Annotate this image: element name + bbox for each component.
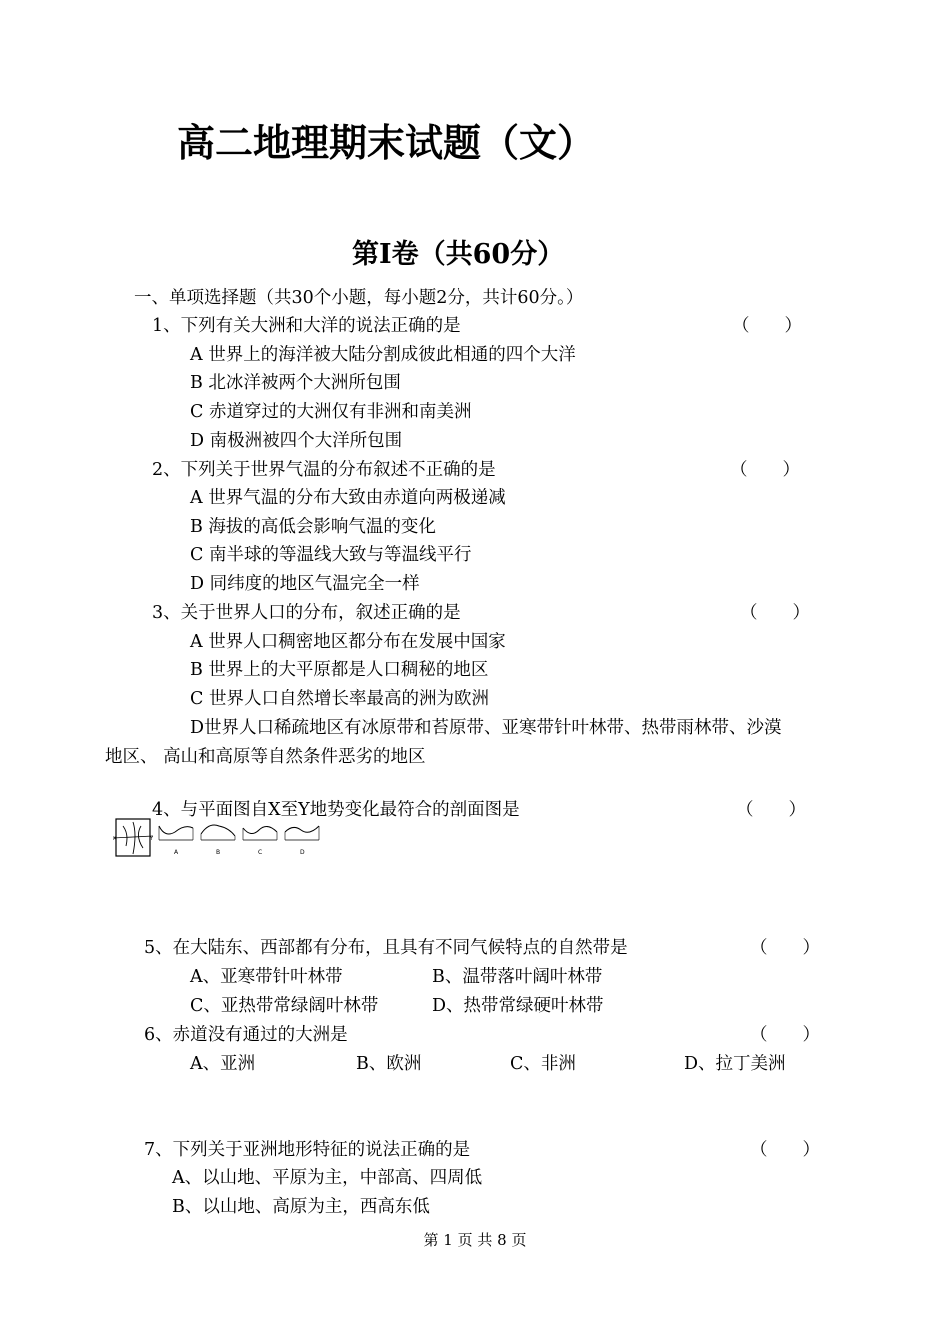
question-3-option-b: B 世界上的大平原都是人口稠秘的地区 xyxy=(190,660,489,680)
profile-b-label: B xyxy=(216,849,221,856)
question-6-option-d: D、拉丁美洲 xyxy=(684,1054,786,1074)
question-6-option-b: B、欧洲 xyxy=(356,1054,422,1074)
question-3-option-d: D世界人口稀疏地区有冰原带和苔原带、亚寒带针叶林带、热带雨林带、沙漠 xyxy=(190,718,782,738)
profile-b xyxy=(201,825,235,840)
profile-c xyxy=(243,826,277,840)
question-7-stem: 7、下列关于亚洲地形特征的说法正确的是 xyxy=(144,1140,471,1160)
question-6-option-c: C、非洲 xyxy=(510,1054,576,1074)
question-5-option-c: C、亚热带常绿阔叶林带 xyxy=(190,996,379,1016)
question-1-option-b: B 北冰洋被两个大洲所包围 xyxy=(190,373,401,393)
question-2-option-d: D 同纬度的地区气温完全一样 xyxy=(190,574,420,594)
question-7-answer-blank: （ ） xyxy=(750,1140,820,1160)
question-6-answer-blank: （ ） xyxy=(750,1025,820,1045)
plan-map xyxy=(113,819,154,856)
question-5-option-d: D、热带常绿硬叶林带 xyxy=(432,996,604,1016)
question-2-answer-blank: （ ） xyxy=(730,460,800,480)
question-1-option-d: D 南极洲被四个大洋所包围 xyxy=(190,431,403,451)
profile-d xyxy=(285,826,319,840)
question-1-stem: 1、下列有关大洲和大洋的说法正确的是 xyxy=(152,316,461,336)
question-6-option-a: A、亚洲 xyxy=(190,1054,256,1074)
question-1-answer-blank: （ ） xyxy=(732,316,802,336)
question-3-stem: 3、关于世界人口的分布，叙述正确的是 xyxy=(152,603,461,623)
profile-a xyxy=(159,826,193,840)
page-footer: 第 1 页 共 8 页 xyxy=(423,1231,527,1249)
question-1-option-a: A 世界上的海洋被大陆分割成彼此相通的四个大洋 xyxy=(190,345,576,365)
question-7-option-b: B、以山地、高原为主，西高东低 xyxy=(172,1197,430,1217)
question-2-option-c: C 南半球的等温线大致与等温线平行 xyxy=(190,545,472,565)
question-4-diagram xyxy=(113,816,333,862)
section-heading: 第Ⅰ卷（共60分） xyxy=(352,239,565,270)
instructions: 一、单项选择题（共30个小题，每小题2分，共计60分。） xyxy=(134,288,584,308)
question-1-option-c: C 赤道穿过的大洲仅有非洲和南美洲 xyxy=(190,402,472,422)
question-4-stem: 4、与平面图自X至Y地势变化最符合的剖面图是 xyxy=(152,800,520,820)
question-7-option-a: A、以山地、平原为主，中部高、四周低 xyxy=(172,1168,483,1188)
svg-text:X: X xyxy=(113,836,117,842)
profile-a-label: A xyxy=(174,849,179,856)
question-2-stem: 2、下列关于世界气温的分布叙述不正确的是 xyxy=(152,460,496,480)
question-6-stem: 6、赤道没有通过的大洲是 xyxy=(144,1025,348,1045)
question-5-option-b: B、温带落叶阔叶林带 xyxy=(432,967,603,987)
profile-d-label: D xyxy=(300,849,305,856)
question-4-answer-blank: （ ） xyxy=(736,800,806,820)
question-3-option-c: C 世界人口自然增长率最高的洲为欧洲 xyxy=(190,689,489,709)
page-title: 高二地理期末试题（文） xyxy=(177,121,596,165)
question-2-option-b: B 海拔的高低会影响气温的变化 xyxy=(190,517,436,537)
question-5-option-a: A、亚寒带针叶林带 xyxy=(190,967,343,987)
question-3-option-d-continued: 地区、 高山和高原等自然条件恶劣的地区 xyxy=(105,747,426,767)
question-3-answer-blank: （ ） xyxy=(740,603,810,623)
profile-c-label: C xyxy=(258,849,263,856)
question-3-option-a: A 世界人口稠密地区都分布在发展中国家 xyxy=(190,632,506,652)
question-5-stem: 5、在大陆东、西部都有分布，且具有不同气候特点的自然带是 xyxy=(144,938,628,958)
svg-text:Y: Y xyxy=(150,836,154,842)
question-5-answer-blank: （ ） xyxy=(750,938,820,958)
question-2-option-a: A 世界气温的分布大致由赤道向两极递减 xyxy=(190,488,506,508)
